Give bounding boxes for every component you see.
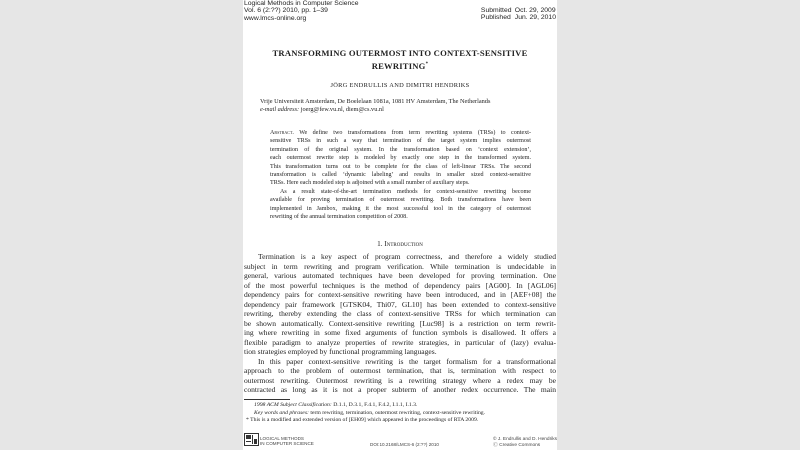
section-heading: 1. Introduction (377, 240, 423, 248)
paper-title (243, 48, 557, 72)
logo-line: IN COMPUTER SCIENCE (260, 441, 314, 446)
published-label: Published (480, 14, 511, 22)
abstract (270, 129, 531, 221)
dates-header (481, 7, 556, 22)
body-line: approach to the problem of outermost termination, that is, termination with respect to (244, 366, 556, 375)
doi[interactable]: DOI:10.2168/LMCS-6 (2:??) 2010 (370, 442, 439, 447)
body-line: tion strategies employed by functional programming languages. (244, 347, 437, 356)
body-line: ing where rewriting in some fixed arguments of function symbols is disallowed. It offers a (244, 328, 556, 337)
abstract-line: transformation is called ‘dynamic labeling’ and results in smaller sized context-sensitive (270, 172, 531, 179)
submitted-date: Oct. 29, 2009 (514, 7, 556, 14)
affiliation: Vrije Universiteit Amsterdam, De Boelelaan 1081a, 1081 HV Amsterdam, The Netherlands (260, 98, 491, 105)
acm-classification: D.1.1, D.3.1, F.4.1, F.4.2, I.1.1, I.1.3. (333, 402, 418, 408)
body-line: rewriting, thereby extending the class of context-sensitive TRSs for which termination can (244, 309, 556, 318)
lmcs-logo (244, 433, 259, 446)
keywords-label: Key words and phrases: (254, 409, 309, 416)
abstract-line: We define two transformations from term rewriting systems (TRSs) to context- (299, 130, 531, 136)
body-line: Termination is a key aspect of program correctness, and therefore a widely studied (258, 252, 556, 261)
license[interactable]: Ⓒ Creative Commons (493, 443, 541, 448)
journal-header (244, 0, 358, 22)
abstract-line: sensitive TRSs in such a way that termination of the target system implies outermost (270, 138, 531, 145)
body-line: In this paper context-sensitive rewriting is the target formalism for a transformational (258, 356, 556, 366)
body-line: flexible paradigm to analyze properties of rewrite strategies, in particular of (lazy) evalua- (244, 337, 556, 347)
footnote-rule (244, 399, 290, 400)
body-line: of the most powerful techniques is the method of dependency pairs [AG00]. In [AGL06] (244, 280, 556, 290)
email-label: e-mail address: (260, 106, 300, 114)
published-date: Jun. 29, 2010 (514, 14, 556, 22)
paper-page (243, 0, 557, 450)
abstract-line: As a result state-of-the-art termination methods for context-sensitive rewriting become (280, 188, 531, 195)
body-line: contracted as long as it is not a proper subterm of another redex occurrence. The main (244, 385, 556, 394)
abstract-line: implemented in Jambox, making it the most successful tool in the category of outermost (270, 205, 531, 212)
body-line: be shown automatically. Context-sensitive rewriting [Luc98] is a restriction on term rewrit- (244, 318, 556, 328)
journal-volume: Vol. 6 (2:??) 2010, pp. 1–39 (244, 7, 328, 15)
abstract-line: This transformation turns out to be complete for the class of left-linear TRSs. The second (270, 163, 531, 170)
journal-website[interactable]: www.lmcs-online.org (244, 14, 307, 22)
copyright: © J. Endrullis and D. Hendriks (493, 437, 558, 442)
abstract-line: termination of the original system. In the transformation based on ‘context extension’, (270, 146, 531, 153)
abstract-line: available for proving termination of outermost rewriting. Both transformations have been (270, 197, 531, 204)
footnotes (246, 402, 552, 425)
abstract-line: each outermost rewrite step is modeled by exactly one step in the transformed system. (270, 155, 531, 162)
body-line: dependency pairs for context-sensitive rewriting have been introduced, and in [AEF+08] the (244, 290, 556, 299)
footnote-star: * This is a modified and extended version of [EH09] which appeared in the proceedings of RTA 2009. (246, 417, 479, 424)
title-footnote-mark: * (425, 62, 429, 67)
body-line: dependency pair framework [GTSK04, Thi07, GL10] has been extended to context-sensitive (244, 299, 556, 309)
copyright-block (493, 437, 557, 449)
journal-name: Logical Methods in Computer Science (244, 0, 359, 7)
abstract-label: Abstract. (270, 130, 294, 136)
body-line: general, various automated techniques have been developed for proving termination. One (244, 271, 556, 280)
keywords: term rewriting, termination, outermost rewriting, context-sensitive rewriting. (310, 409, 486, 416)
email[interactable]: joerg@few.vu.nl, diem@cs.vu.nl (300, 106, 384, 114)
acm-label: 1998 ACM Subject Classification: (254, 402, 332, 408)
abstract-line: rewriting of the annual termination competition of 2008. (270, 214, 408, 221)
logo-text (260, 436, 314, 446)
body-line: outermost rewriting. Outermost rewriting is a rewriting strategy where a redex may be (244, 375, 556, 385)
logo-line: LOGICAL METHODS (260, 436, 304, 441)
affiliation-block (260, 98, 490, 115)
title-line: REWRITING (371, 60, 426, 71)
body-line: subject in term rewriting and program verification. While termination is undecidable in (244, 261, 556, 271)
body-text (244, 252, 556, 395)
abstract-line: TRSs. Here each modeled step is adjoined with a small number of auxiliary steps. (270, 180, 470, 187)
authors: JÖRG ENDRULLIS AND DIMITRI HENDRIKS (330, 82, 470, 89)
submitted-label: Submitted (480, 7, 512, 14)
title-line: TRANSFORMING OUTERMOST INTO CONTEXT-SENSITIVE (272, 48, 528, 58)
